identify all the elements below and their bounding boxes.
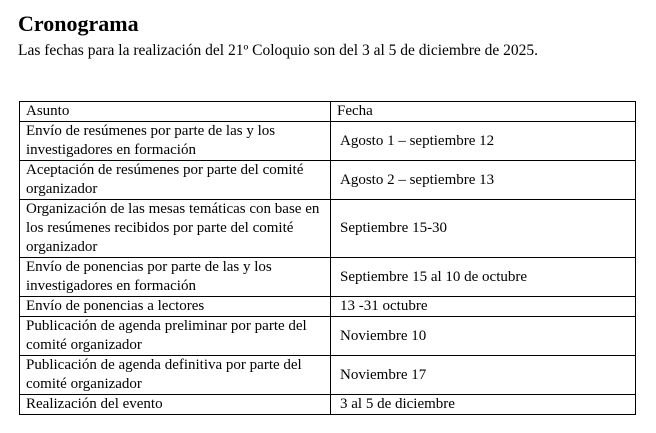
table-header-row <box>20 102 636 122</box>
fecha-cell: Septiembre 15-30 <box>331 200 636 258</box>
intro-text: Las fechas para la realización del 21º Coloquio son del 3 al 5 de diciembre de 2025. <box>18 42 538 59</box>
table-row <box>20 161 636 200</box>
asunto-cell: Publicación de agenda preliminar por parte del comité organizador <box>20 317 331 356</box>
fecha-cell: Agosto 2 – septiembre 13 <box>331 161 636 200</box>
fecha-cell: Noviembre 17 <box>331 356 636 395</box>
schedule-table <box>19 101 636 415</box>
table-row <box>20 317 636 356</box>
table-row <box>20 395 636 415</box>
page-title: Cronograma <box>18 11 139 36</box>
fecha-cell: Agosto 1 – septiembre 12 <box>331 122 636 161</box>
table-row <box>20 258 636 297</box>
column-header-fecha: Fecha <box>331 102 636 122</box>
asunto-cell: Publicación de agenda definitiva por parte del comité organizador <box>20 356 331 395</box>
fecha-cell: 13 -31 octubre <box>331 297 636 317</box>
table-row <box>20 356 636 395</box>
fecha-cell: Septiembre 15 al 10 de octubre <box>331 258 636 297</box>
asunto-cell: Realización del evento <box>20 395 331 415</box>
asunto-cell: Envío de ponencias por parte de las y los investigadores en formación <box>20 258 331 297</box>
table-row <box>20 297 636 317</box>
asunto-cell: Envío de ponencias a lectores <box>20 297 331 317</box>
column-header-asunto: Asunto <box>20 102 331 122</box>
asunto-cell: Aceptación de resúmenes por parte del comité organizador <box>20 161 331 200</box>
fecha-cell: 3 al 5 de diciembre <box>331 395 636 415</box>
asunto-cell: Organización de las mesas temáticas con base en los resúmenes recibidos por parte del comité organizador <box>20 200 331 258</box>
table-row <box>20 200 636 258</box>
asunto-cell: Envío de resúmenes por parte de las y los investigadores en formación <box>20 122 331 161</box>
table-row <box>20 122 636 161</box>
fecha-cell: Noviembre 10 <box>331 317 636 356</box>
